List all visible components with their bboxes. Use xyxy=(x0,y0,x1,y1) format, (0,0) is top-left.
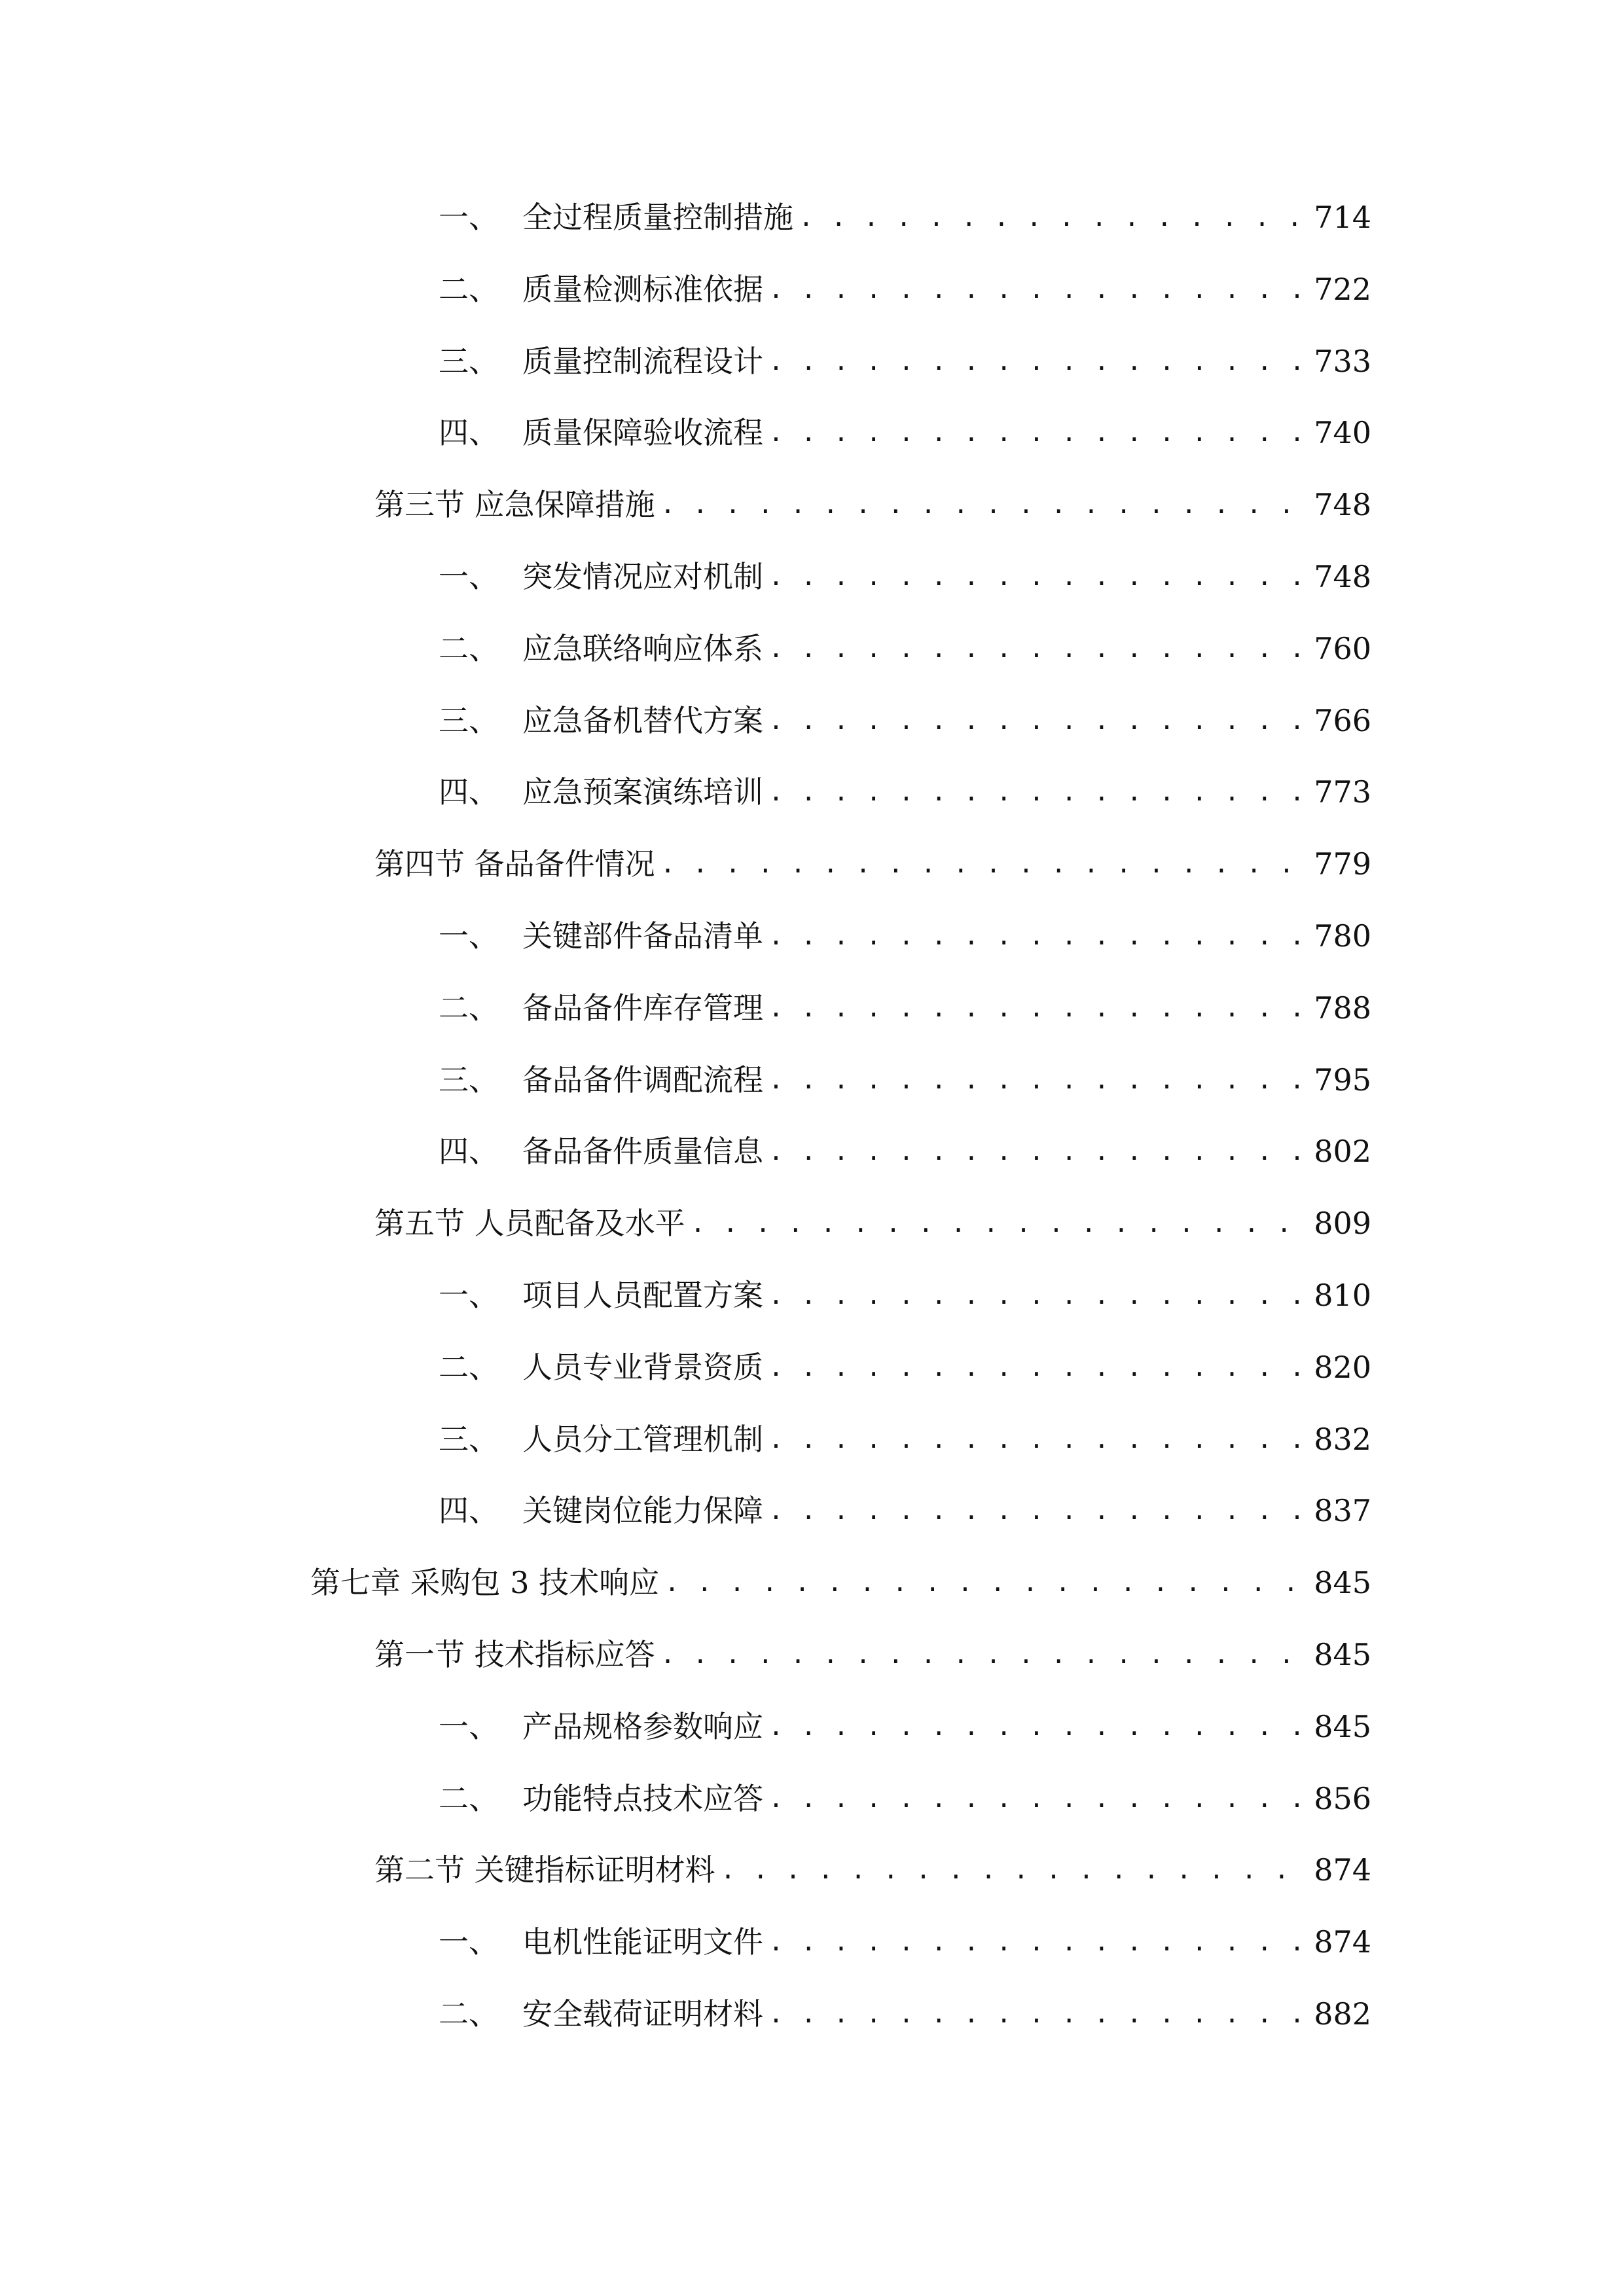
toc-entry-title: 备品备件调配流程 xyxy=(522,1062,763,1098)
dot-leader xyxy=(768,766,1306,818)
toc-entry-page-number: 773 xyxy=(1314,774,1371,810)
dot-leader xyxy=(660,478,1306,531)
toc-entry-number: 一、 xyxy=(439,559,499,594)
toc-entry-page-number: 874 xyxy=(1314,1852,1371,1888)
toc-entry[interactable] xyxy=(439,1054,1371,1106)
toc-entry-page-number: 788 xyxy=(1314,990,1371,1026)
toc-entry-page-number: 733 xyxy=(1314,344,1371,379)
toc-entry-page-number: 820 xyxy=(1314,1350,1371,1385)
toc-entry-title: 突发情况应对机制 xyxy=(522,559,763,594)
toc-entry-page-number: 802 xyxy=(1314,1134,1371,1169)
dot-leader xyxy=(768,622,1306,675)
dot-leader xyxy=(768,1700,1306,1753)
dot-leader xyxy=(768,1341,1306,1393)
toc-entry[interactable] xyxy=(439,1269,1371,1321)
toc-entry-page-number: 748 xyxy=(1314,487,1371,522)
toc-entry-title: 应急备机替代方案 xyxy=(522,703,763,738)
toc-entry-number: 一、 xyxy=(439,1709,499,1744)
toc-entry-page-number: 766 xyxy=(1314,703,1371,738)
toc-entry-page-number: 748 xyxy=(1314,559,1371,594)
toc-entry-page-number: 832 xyxy=(1314,1422,1371,1457)
toc-entry-page-number: 722 xyxy=(1314,272,1371,307)
toc-entry-title: 全过程质量控制措施 xyxy=(522,200,793,235)
toc-entry-title: 第三节 应急保障措施 xyxy=(374,487,655,522)
dot-leader xyxy=(721,1844,1306,1896)
toc-entry[interactable] xyxy=(439,1341,1371,1393)
toc-entry-title: 安全载荷证明材料 xyxy=(522,1996,763,2032)
toc-entry-title: 人员专业背景资质 xyxy=(522,1350,763,1385)
toc-entry-number: 二、 xyxy=(439,1350,499,1385)
toc-entry-title: 应急预案演练培训 xyxy=(522,774,763,810)
toc-entry[interactable] xyxy=(439,263,1371,315)
dot-leader xyxy=(768,982,1306,1034)
toc-entry[interactable] xyxy=(439,982,1371,1034)
toc-entry-page-number: 809 xyxy=(1314,1206,1371,1241)
dot-leader xyxy=(660,838,1306,890)
dot-leader xyxy=(664,1556,1306,1609)
toc-entry-title: 备品备件质量信息 xyxy=(522,1134,763,1169)
toc-entry-number: 一、 xyxy=(439,200,499,235)
dot-leader xyxy=(768,406,1306,459)
toc-entry[interactable] xyxy=(374,1844,1371,1896)
toc-entry-page-number: 810 xyxy=(1314,1278,1371,1313)
toc-entry[interactable] xyxy=(439,1413,1371,1465)
toc-entry-page-number: 795 xyxy=(1314,1062,1371,1098)
toc-entry-number: 一、 xyxy=(439,1924,499,1960)
toc-entry-number: 三、 xyxy=(439,1422,499,1457)
toc-entry-title: 电机性能证明文件 xyxy=(522,1924,763,1960)
dot-leader xyxy=(660,1628,1306,1681)
toc-entry-page-number: 845 xyxy=(1314,1637,1371,1672)
toc-entry-page-number: 779 xyxy=(1314,846,1371,882)
toc-entry-title: 项目人员配置方案 xyxy=(522,1278,763,1313)
toc-entry-title: 应急联络响应体系 xyxy=(522,631,763,666)
toc-entry-title: 关键岗位能力保障 xyxy=(522,1493,763,1528)
toc-entry-title: 人员分工管理机制 xyxy=(522,1422,763,1457)
toc-entry[interactable] xyxy=(439,622,1371,675)
toc-entry-number: 二、 xyxy=(439,990,499,1026)
toc-entry-page-number: 837 xyxy=(1314,1493,1371,1528)
toc-entry-title: 质量控制流程设计 xyxy=(522,344,763,379)
toc-entry[interactable] xyxy=(439,1916,1371,1968)
toc-entry[interactable] xyxy=(439,1125,1371,1177)
toc-entry[interactable] xyxy=(374,1628,1371,1681)
dot-leader xyxy=(799,191,1306,243)
toc-entry-number: 二、 xyxy=(439,1996,499,2032)
toc-entry-page-number: 882 xyxy=(1314,1996,1371,2032)
dot-leader xyxy=(768,1916,1306,1968)
toc-entry-page-number: 714 xyxy=(1314,200,1371,235)
toc-entry-title: 质量检测标准依据 xyxy=(522,272,763,307)
dot-leader xyxy=(768,1772,1306,1825)
toc-entry-title: 第七章 采购包 3 技术响应 xyxy=(310,1565,660,1600)
toc-entry[interactable] xyxy=(374,478,1371,531)
toc-entry[interactable] xyxy=(439,910,1371,962)
dot-leader xyxy=(768,1988,1306,2040)
toc-entry[interactable] xyxy=(439,406,1371,459)
toc-entry[interactable] xyxy=(439,1484,1371,1537)
dot-leader xyxy=(768,1484,1306,1537)
toc-entry-title: 第一节 技术指标应答 xyxy=(374,1637,655,1672)
toc-entry[interactable] xyxy=(439,550,1371,603)
toc-entry-title: 第二节 关键指标证明材料 xyxy=(374,1852,715,1888)
toc-entry-number: 四、 xyxy=(439,1134,499,1169)
toc-entry-title: 产品规格参数响应 xyxy=(522,1709,763,1744)
toc-entry-title: 第五节 人员配备及水平 xyxy=(374,1206,685,1241)
toc-entry-title: 第四节 备品备件情况 xyxy=(374,846,655,882)
toc-entry[interactable] xyxy=(439,335,1371,387)
toc-entry[interactable] xyxy=(439,1772,1371,1825)
dot-leader xyxy=(768,263,1306,315)
toc-entry-number: 一、 xyxy=(439,918,499,954)
toc-entry-number: 二、 xyxy=(439,631,499,666)
toc-entry-title: 关键部件备品清单 xyxy=(522,918,763,954)
toc-entry-page-number: 874 xyxy=(1314,1924,1371,1960)
toc-entry-title: 质量保障验收流程 xyxy=(522,415,763,450)
toc-entry-number: 四、 xyxy=(439,774,499,810)
toc-entry-page-number: 760 xyxy=(1314,631,1371,666)
toc-entry-page-number: 856 xyxy=(1314,1781,1371,1816)
dot-leader xyxy=(691,1197,1306,1249)
dot-leader xyxy=(768,1269,1306,1321)
toc-entry-number: 四、 xyxy=(439,1493,499,1528)
toc-entry[interactable] xyxy=(374,838,1371,890)
toc-entry-number: 三、 xyxy=(439,344,499,379)
toc-entry-page-number: 845 xyxy=(1314,1565,1371,1600)
toc-entry-number: 三、 xyxy=(439,703,499,738)
toc-entry[interactable] xyxy=(439,766,1371,818)
dot-leader xyxy=(768,1413,1306,1465)
toc-entry-title: 功能特点技术应答 xyxy=(522,1781,763,1816)
toc-entry-number: 四、 xyxy=(439,415,499,450)
dot-leader xyxy=(768,910,1306,962)
toc-entry-title: 备品备件库存管理 xyxy=(522,990,763,1026)
toc-entry-page-number: 740 xyxy=(1314,415,1371,450)
toc-entry-number: 一、 xyxy=(439,1278,499,1313)
toc-entry[interactable] xyxy=(439,1700,1371,1753)
toc-entry-number: 二、 xyxy=(439,272,499,307)
toc-entry-number: 三、 xyxy=(439,1062,499,1098)
dot-leader xyxy=(768,1125,1306,1177)
dot-leader xyxy=(768,335,1306,387)
toc-entry[interactable] xyxy=(310,1556,1371,1609)
toc-entry[interactable] xyxy=(439,191,1371,243)
toc-entry[interactable] xyxy=(439,694,1371,747)
toc-entry-page-number: 780 xyxy=(1314,918,1371,954)
toc-entry-number: 二、 xyxy=(439,1781,499,1816)
dot-leader xyxy=(768,1054,1306,1106)
dot-leader xyxy=(768,550,1306,603)
toc-entry[interactable] xyxy=(374,1197,1371,1249)
toc-entry[interactable] xyxy=(439,1988,1371,2040)
toc-entry-page-number: 845 xyxy=(1314,1709,1371,1744)
dot-leader xyxy=(768,694,1306,747)
